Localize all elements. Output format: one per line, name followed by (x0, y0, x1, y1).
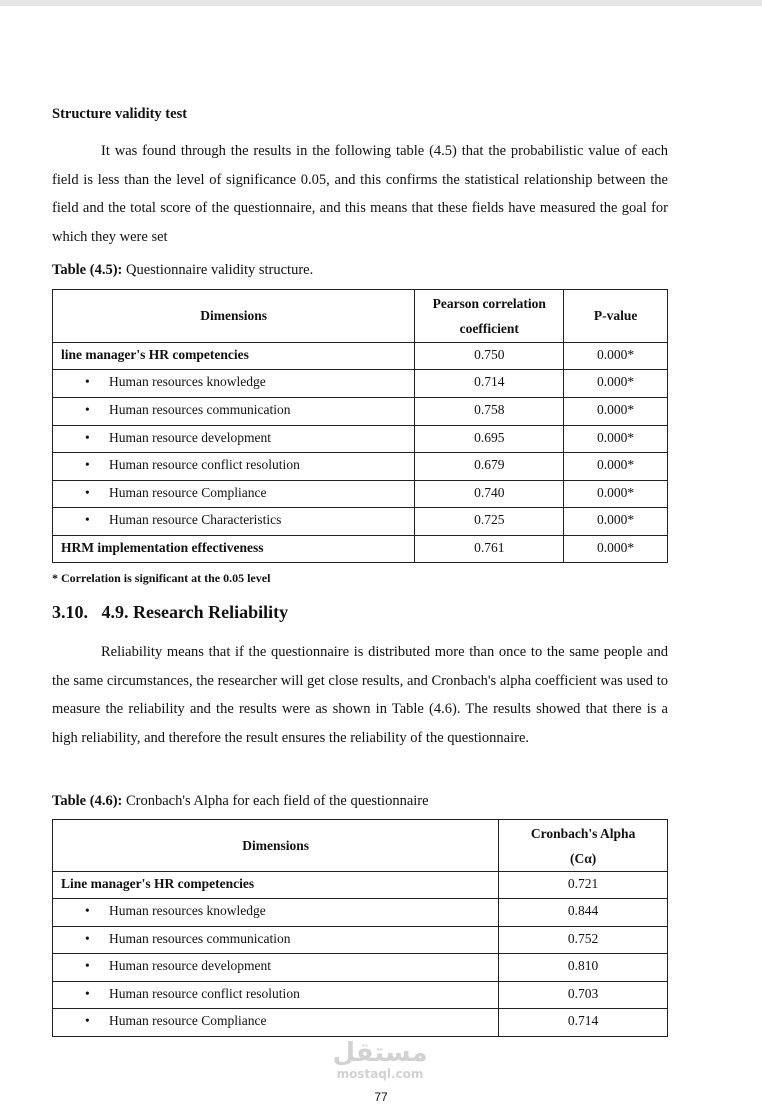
pearson-value: 0.695 (415, 426, 564, 453)
p-value: 0.000* (564, 370, 668, 398)
section-title-reliability: 3.10. 4.9. Research Reliability (52, 602, 289, 622)
bullet-icon: • (85, 931, 90, 946)
row-label: line manager's HR competencies (53, 343, 415, 370)
row-label: Human resource development (109, 958, 271, 973)
header-pearson: Pearson correlation coefficient (415, 290, 564, 343)
bullet-icon: • (85, 1013, 90, 1028)
table-row (53, 481, 668, 508)
table-row (53, 899, 668, 927)
alpha-value: 0.810 (499, 954, 668, 982)
header-pvalue: P-value (564, 290, 668, 343)
p-value: 0.000* (564, 343, 668, 370)
row-label: Human resource Compliance (109, 485, 267, 500)
row-label: HRM implementation effectiveness (53, 536, 415, 563)
bullet-icon: • (85, 430, 90, 445)
header-dimensions: Dimensions (53, 290, 415, 343)
row-label: Human resources communication (109, 402, 291, 417)
table1-caption-text: Questionnaire validity structure. (122, 262, 314, 278)
table-note: * Correlation is significant at the 0.05 level (52, 571, 271, 585)
reliability-table (52, 819, 668, 1037)
watermark-latin: mostaql.com (336, 1067, 424, 1081)
table-row (53, 872, 668, 899)
table-row (53, 536, 668, 563)
p-value: 0.000* (564, 481, 668, 508)
alpha-value: 0.703 (499, 982, 668, 1009)
pearson-value: 0.758 (415, 398, 564, 426)
row-label: Human resource development (109, 430, 271, 445)
row-label: Human resources knowledge (109, 374, 266, 389)
row-label: Human resource Compliance (109, 1013, 267, 1028)
alpha-value: 0.714 (499, 1009, 668, 1037)
table-row (53, 370, 668, 398)
table2-caption-label: Table (4.6): (52, 793, 123, 809)
p-value: 0.000* (564, 508, 668, 536)
table-row (53, 927, 668, 954)
paragraph-validity-text: It was found through the results in the following table (4.5) that the probabilistic value of each field is less than the level of significance 0.05, and this confirms the statistical relationship between the field and the total score of the questionnaire, and this means that these fields have measured the goal for which they were set (52, 143, 668, 245)
section-heading: Structure validity test (52, 106, 188, 122)
alpha-value: 0.721 (499, 872, 668, 899)
table-row (53, 508, 668, 536)
bullet-icon: • (85, 402, 90, 417)
validity-table (52, 289, 668, 563)
row-label: Human resource Characteristics (109, 512, 282, 527)
pearson-value: 0.725 (415, 508, 564, 536)
table-row (53, 343, 668, 370)
paragraph-reliability-text: Reliability means that if the questionnaire is distributed more than once to the same people and the same circumstances, the researcher will get close results, and Cronbach's alpha coefficient was used to measure the reliability and the results were as shown in Table (4.6). The results showed that there is a high reliability, and therefore the result ensures the reliability of the questionnaire. (52, 644, 668, 746)
bullet-icon: • (85, 374, 90, 389)
alpha-value: 0.752 (499, 927, 668, 954)
page-number: 77 (374, 1090, 388, 1104)
table1-caption (52, 262, 313, 279)
bullet-icon: • (85, 986, 90, 1001)
p-value: 0.000* (564, 398, 668, 426)
row-label: Human resources knowledge (109, 903, 266, 918)
pearson-value: 0.750 (415, 343, 564, 370)
table-header-row (53, 820, 668, 872)
header-dimensions: Dimensions (53, 820, 499, 872)
p-value: 0.000* (564, 426, 668, 453)
bullet-icon: • (85, 958, 90, 973)
watermark-arabic: مستقل (332, 1038, 428, 1068)
table-row (53, 954, 668, 982)
top-border (0, 0, 762, 6)
p-value: 0.000* (564, 536, 668, 563)
row-label: Human resources communication (109, 931, 291, 946)
row-label: Human resource conflict resolution (109, 986, 300, 1001)
table1-caption-label: Table (4.5): (52, 262, 123, 278)
bullet-icon: • (85, 903, 90, 918)
bullet-icon: • (85, 457, 90, 472)
row-label: Line manager's HR competencies (53, 872, 499, 899)
pearson-value: 0.740 (415, 481, 564, 508)
pearson-value: 0.761 (415, 536, 564, 563)
table-header-row (53, 290, 668, 343)
table2-caption-text: Cronbach's Alpha for each field of the questionnaire (122, 793, 429, 809)
table2-caption (52, 793, 429, 810)
header-cronbach-alpha: Cronbach's Alpha (Cα) (499, 820, 668, 872)
alpha-value: 0.844 (499, 899, 668, 927)
row-label: Human resource conflict resolution (109, 457, 300, 472)
bullet-icon: • (85, 485, 90, 500)
table-row (53, 426, 668, 453)
table-row (53, 982, 668, 1009)
bullet-icon: • (85, 512, 90, 527)
mostaql-watermark (320, 1038, 440, 1080)
pearson-value: 0.679 (415, 453, 564, 481)
pearson-value: 0.714 (415, 370, 564, 398)
table-row (53, 453, 668, 481)
p-value: 0.000* (564, 453, 668, 481)
table-row (53, 1009, 668, 1037)
paragraph-reliability (52, 638, 668, 752)
paragraph-validity (52, 137, 668, 251)
table-row (53, 398, 668, 426)
